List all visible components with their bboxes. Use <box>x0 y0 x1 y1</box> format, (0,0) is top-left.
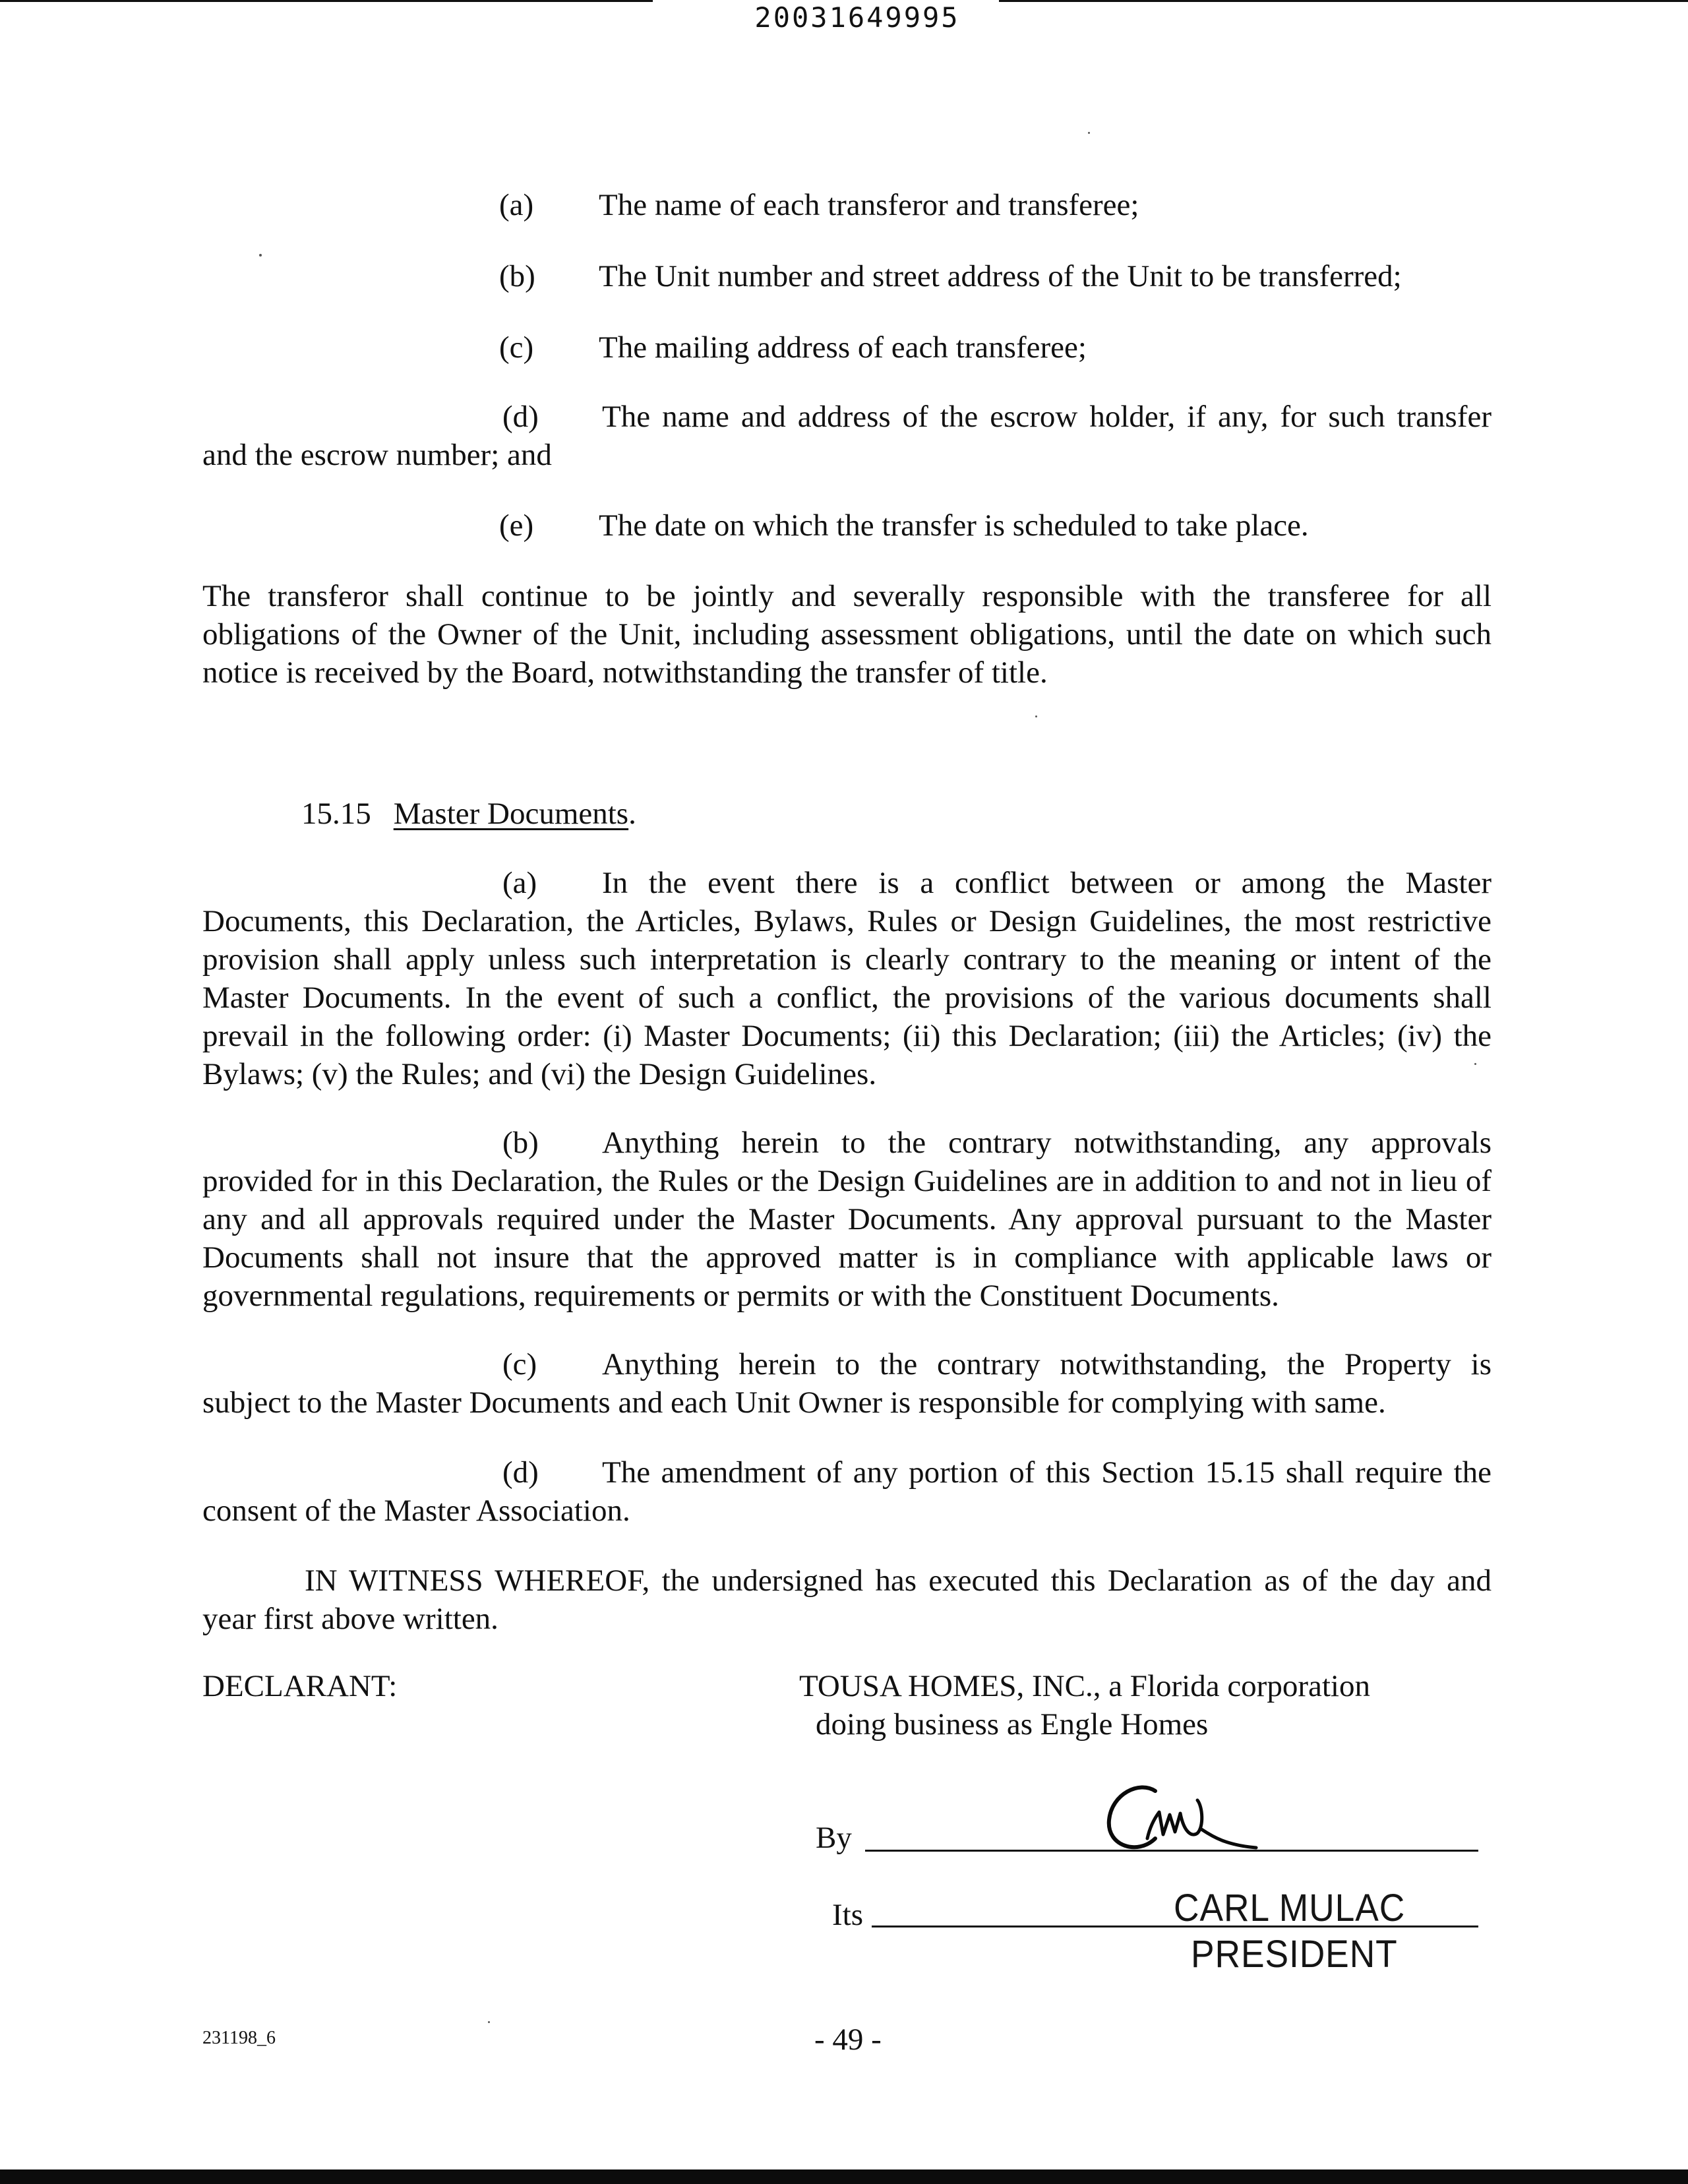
by-label: By <box>816 1821 852 1855</box>
list-item-e <box>499 506 1309 545</box>
list-item-text: The Unit number and street address of the Unit to be transferred; <box>599 259 1402 293</box>
subsection-text: In the event there is a conflict between or among the Master Documents, this Declaration, the Articles, Bylaws, Rules or Design Guidelines, the most restrictive provision shall apply unless such interpretation is clearly contrary to the meaning or intent of the Master Documents. In the event of such a conflict, the provisions of the various documents shall prevail in the following order: (i) Master Documents; (ii) this Declaration; (iii) the Articles; (iv) the Bylaws; (v) the Rules; and (vi) the Design Guidelines. <box>202 866 1492 1091</box>
scan-speck <box>488 2021 490 2023</box>
list-item-d <box>202 398 1492 474</box>
list-item-label: (b) <box>499 259 535 293</box>
subsection-label: (a) <box>502 866 537 900</box>
top-border-right <box>999 0 1688 2</box>
witness-paragraph: IN WITNESS WHEREOF, the undersigned has executed this Declaration as of the day and year first above written. <box>202 1563 1492 1636</box>
declarant-label: DECLARANT: <box>202 1669 398 1703</box>
page-number: - 49 - <box>814 2022 882 2057</box>
list-item-text: The mailing address of each transferee; <box>599 330 1087 365</box>
company-line-1: TOUSA HOMES, INC., a Florida corporation <box>799 1669 1370 1703</box>
subsection-b <box>202 1124 1492 1315</box>
its-label: Its <box>832 1898 863 1932</box>
subsection-d <box>202 1453 1492 1530</box>
list-item-b <box>499 257 1402 295</box>
section-title: Master Documents <box>393 797 629 831</box>
signer-title: PRESIDENT <box>1191 1933 1398 1976</box>
subsection-text: The amendment of any portion of this Section 15.15 shall require the consent of the Master Association. <box>202 1455 1492 1528</box>
section-heading <box>301 795 636 833</box>
subsection-c <box>202 1345 1492 1422</box>
list-item-label: (c) <box>499 330 534 365</box>
section-period: . <box>628 797 636 831</box>
list-item-text: The date on which the transfer is scheduled to take place. <box>599 508 1309 543</box>
list-item-label: (e) <box>499 508 534 543</box>
subsection-text: Anything herein to the contrary notwithstanding, the Property is subject to the Master Documents and each Unit Owner is responsible for complying with same. <box>202 1347 1492 1420</box>
list-item-a <box>499 186 1139 224</box>
company-line-2: doing business as Engle Homes <box>816 1707 1209 1742</box>
section-number: 15.15 <box>301 797 371 831</box>
top-border-left <box>0 0 653 2</box>
subsection-text: Anything herein to the contrary notwithstanding, any approvals provided for in this Declaration, the Rules or the Design Guidelines are in addition to and not in lieu of any and all approvals required under the Master Documents. Any approval pursuant to the Master Documents shall not insure that the approved matter is in compliance with applicable laws or governmental regulations, requirements or permits or with the Constituent Documents. <box>202 1126 1492 1313</box>
scan-bottom-edge <box>0 2169 1688 2184</box>
list-item-label: (a) <box>499 188 534 222</box>
subsection-label: (d) <box>502 1455 539 1490</box>
transferor-paragraph: The transferor shall continue to be jointly and severally responsible with the transferee for all obligations of the Owner of the Unit, including assessment obligations, until the date on which such notice is received by the Board, notwithstanding the transfer of title. <box>202 579 1492 690</box>
scan-speck <box>1035 715 1037 717</box>
subsection-label: (c) <box>502 1347 537 1381</box>
list-item-label: (d) <box>502 400 539 434</box>
scan-speck <box>1088 132 1090 134</box>
list-item-text: The name and address of the escrow holder, if any, for such transfer and the escrow number; and <box>202 400 1492 472</box>
list-item-text: The name of each transferor and transferee; <box>599 188 1139 222</box>
signer-name: CARL MULAC <box>1174 1887 1406 1929</box>
footer-document-code: 231198_6 <box>202 2028 276 2048</box>
signature <box>1081 1774 1279 1866</box>
scan-speck <box>1474 1063 1476 1065</box>
document-id: 20031649995 <box>754 1 960 34</box>
scan-speck <box>259 254 262 257</box>
subsection-label: (b) <box>502 1126 539 1160</box>
list-item-c <box>499 328 1087 367</box>
subsection-a <box>202 864 1492 1093</box>
